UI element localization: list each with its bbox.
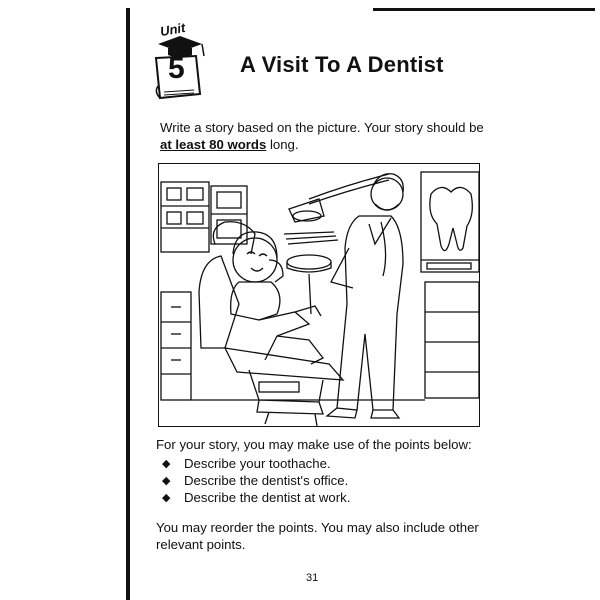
page-spine [126, 8, 130, 600]
point-text: Describe your toothache. [184, 456, 331, 471]
point-text: Describe the dentist's office. [184, 473, 349, 488]
closing-note: You may reorder the points. You may also include other relevant points. [156, 520, 479, 553]
unit-label: Unit [158, 19, 187, 40]
page-number: 31 [306, 572, 319, 584]
unit-number: 5 [168, 52, 185, 85]
instruction-text: Write a story based on the picture. Your story should be [160, 120, 484, 135]
diamond-bullet-icon: ◆ [162, 492, 171, 504]
dentist-scene-illustration [158, 163, 480, 427]
diamond-bullet-icon: ◆ [162, 458, 171, 470]
list-item [162, 489, 350, 506]
writing-instruction [160, 120, 490, 153]
points-intro: For your story, you may make use of the points below: [156, 437, 472, 452]
page-title: A Visit To A Dentist [240, 52, 444, 77]
unit-badge [150, 19, 210, 102]
dentist-scene-icon [159, 164, 481, 428]
diamond-bullet-icon: ◆ [162, 475, 171, 487]
list-item [162, 455, 350, 472]
point-text: Describe the dentist at work. [184, 490, 351, 505]
list-item [162, 472, 350, 489]
points-list [162, 455, 350, 506]
instruction-end: long. [266, 136, 299, 152]
top-rule [373, 8, 595, 11]
word-count-requirement: at least 80 words [160, 136, 267, 152]
